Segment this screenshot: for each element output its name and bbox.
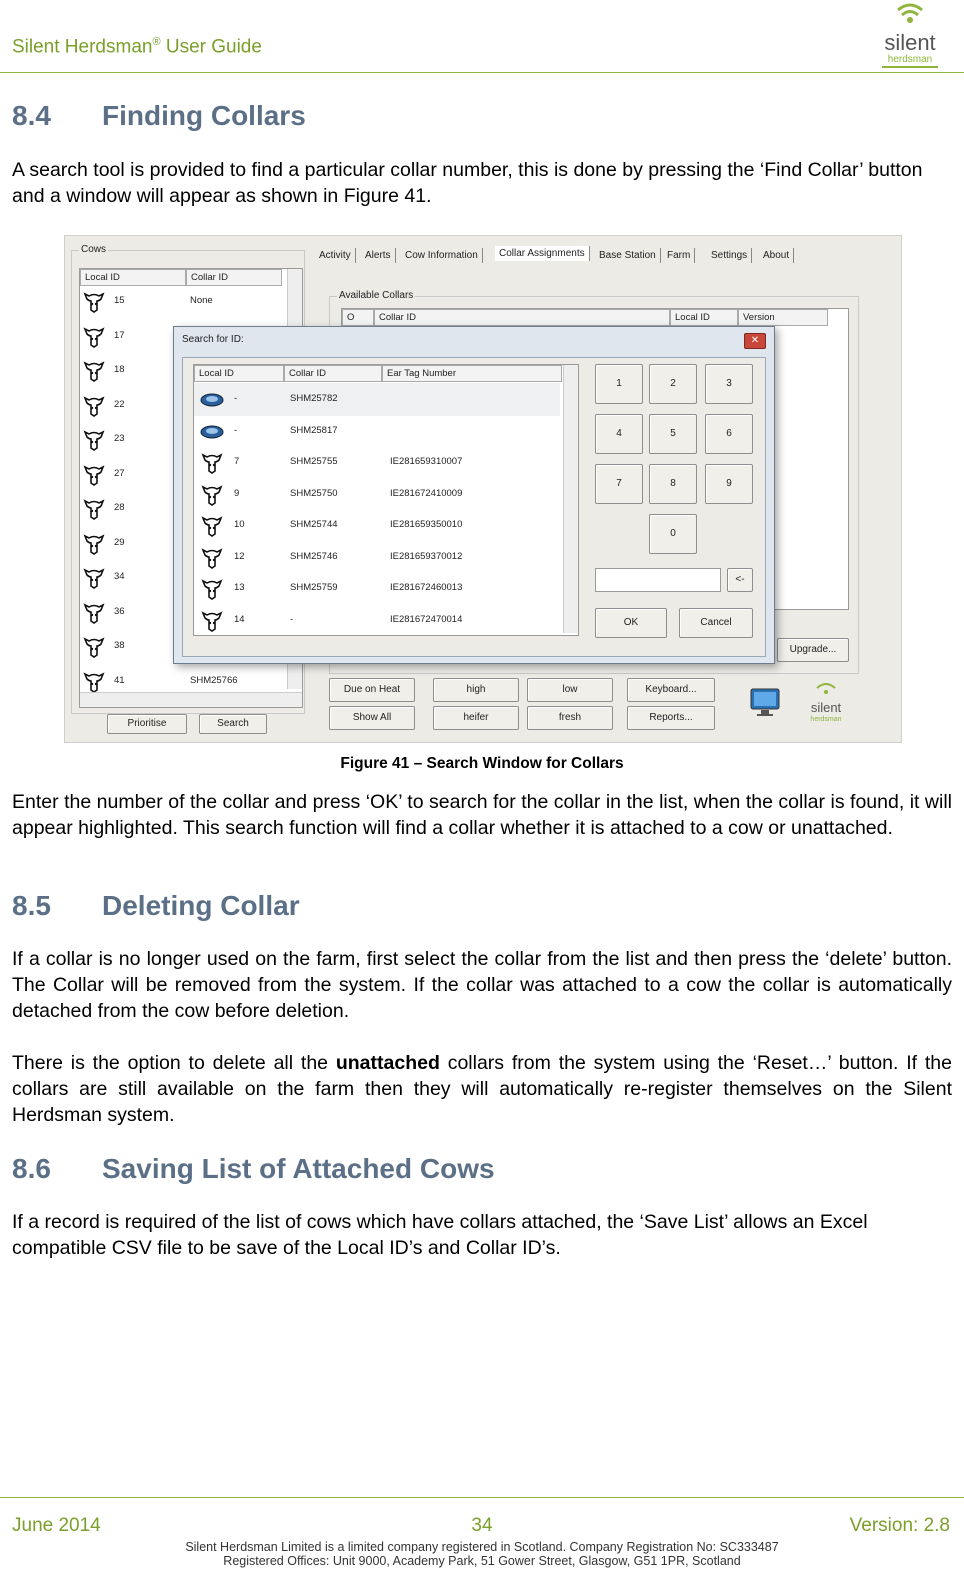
svg-text:herdsman: herdsman [887, 54, 933, 65]
tab-alerts[interactable]: Alerts [361, 248, 396, 263]
search-cell-collar: SHM25759 [290, 582, 338, 593]
search-result-row[interactable] [194, 383, 560, 416]
section-8-4-paragraph: A search tool is provided to find a particular collar number, this is done by pressing the ‘Find Collar’ button and a window will appear as shown in Figure 41. [12, 159, 923, 207]
search-cell-tag: IE281672410009 [390, 487, 463, 499]
cow-row[interactable] [82, 289, 272, 313]
section-heading-8-5: 8.5 Deleting Collar [12, 890, 300, 921]
silent-logo-icon [803, 680, 849, 726]
reports-button[interactable]: Reports... [627, 706, 715, 730]
figure-caption: Figure 41 – Search Window for Collars [340, 755, 624, 772]
cows-hscrollbar[interactable] [80, 692, 302, 707]
search-cell-collar: SHM25744 [290, 519, 338, 530]
cow-local-id: 28 [114, 502, 125, 513]
tab-settings[interactable]: Settings [707, 248, 752, 263]
available-header-collar-id[interactable]: Collar ID [374, 309, 670, 326]
tab-farm[interactable]: Farm [663, 248, 695, 263]
search-dialog-title: Search for ID: [182, 334, 244, 345]
backspace-button[interactable]: <- [727, 568, 753, 592]
search-cell-local: 10 [234, 519, 245, 530]
svg-text:herdsman: herdsman [810, 716, 842, 723]
search-cell-local: - [234, 393, 238, 404]
cows-group-label: Cows [81, 244, 107, 255]
tab-activity[interactable]: Activity [315, 248, 356, 263]
search-header-local-id[interactable]: Local ID [194, 365, 284, 382]
heifer-button[interactable]: heifer [433, 706, 519, 730]
keypad-7-button[interactable]: 7 [595, 464, 643, 504]
cow-icon [200, 576, 224, 600]
search-result-row[interactable] [194, 478, 560, 511]
search-header-ear-tag[interactable]: Ear Tag Number [382, 365, 562, 382]
keypad-8-button[interactable]: 8 [649, 464, 697, 504]
prioritise-button[interactable]: Prioritise [107, 714, 187, 734]
cow-local-id: 23 [114, 433, 125, 444]
cow-local-id: 27 [114, 467, 125, 479]
cow-collar-id: None [190, 295, 213, 306]
search-scrollbar[interactable] [563, 365, 578, 633]
monitor-icon[interactable] [749, 686, 781, 718]
cow-local-id: 15 [114, 295, 125, 306]
cow-icon [200, 482, 224, 506]
section-8-6-paragraph: If a record is required of the list of cows which have collars attached, the ‘Save List’ allows an Excel compatible CSV file to be save of the Local ID’s and Collar ID’s. [12, 1211, 868, 1259]
search-cell-local: 9 [234, 487, 240, 499]
search-cell-local: 13 [234, 582, 245, 593]
cow-local-id: 29 [114, 536, 125, 548]
cow-local-id: 34 [114, 571, 125, 582]
cow-local-id: 41 [114, 674, 125, 686]
cow-local-id: 22 [114, 398, 125, 410]
footer-page-number: 34 [471, 1515, 493, 1536]
search-cell-local: 12 [234, 550, 245, 562]
silent-herdsman-logo [870, 0, 950, 72]
search-header-collar-id[interactable]: Collar ID [284, 365, 382, 382]
keyboard-button[interactable]: Keyboard... [627, 678, 715, 702]
search-button[interactable]: Search [199, 714, 267, 734]
available-collars-label: Available Collars [339, 290, 414, 301]
search-cell-local: 14 [234, 613, 245, 625]
cow-local-id: 38 [114, 640, 125, 651]
keypad-2-button[interactable]: 2 [649, 364, 697, 404]
keypad-5-button[interactable]: 5 [649, 414, 697, 454]
footer-date: June 2014 [12, 1515, 101, 1536]
cow-local-id: 18 [114, 364, 125, 375]
search-cell-collar: SHM25746 [290, 550, 338, 562]
search-results-list[interactable] [193, 364, 579, 636]
keypad-0-button[interactable]: 0 [649, 514, 697, 554]
cow-collar-id: SHM25766 [190, 674, 238, 686]
svg-text:silent: silent [810, 700, 842, 715]
keypad-9-button[interactable]: 9 [705, 464, 753, 504]
footer-rule [0, 1497, 964, 1498]
search-result-row[interactable] [194, 604, 560, 637]
available-header-local-id[interactable]: Local ID [670, 309, 738, 326]
figure-description-paragraph: Enter the number of the collar and press ‘OK’ to search for the collar in the list, when the collar is found, it will appear highlighted. This search function will find a collar whether it is attached to a cow or unattached. [12, 791, 952, 839]
footer-company-line: Silent Herdsman Limited is a limited company registered in Scotland. Company Registration No: SC333487 [185, 1540, 779, 1554]
cow-icon [200, 545, 224, 569]
cancel-button[interactable]: Cancel [679, 608, 753, 638]
cow-row[interactable] [82, 669, 272, 693]
cow-local-id: 17 [114, 329, 125, 341]
search-dialog [173, 326, 775, 664]
search-cell-tag: IE281672470014 [390, 613, 463, 625]
keypad-1-button[interactable]: 1 [595, 364, 643, 404]
high-button[interactable]: high [433, 678, 519, 702]
search-result-row[interactable] [194, 446, 560, 479]
section-8-5-paragraph-2: There is the option to delete all the unattached collars from the system using the ‘Reset…’ button. If the collars are still available on the farm then they will automatically re-register themselves on the Silent Herdsman system. [12, 1052, 952, 1126]
tab-collar-assignments[interactable]: Collar Assignments [495, 246, 590, 261]
search-cell-local: 7 [234, 456, 240, 467]
keypad-3-button[interactable]: 3 [705, 364, 753, 404]
due-on-heat-button[interactable]: Due on Heat [329, 678, 415, 702]
cow-icon [200, 513, 224, 537]
section-8-5-paragraph: If a collar is no longer used on the farm, first select the collar from the list and then press the ‘delete’ button. The Collar will be removed from the system. If the collar was attached to a cow the collar is automatically detached from the cow before deletion. [12, 948, 952, 1022]
search-result-row[interactable] [194, 509, 560, 542]
cow-icon [200, 450, 224, 474]
cow-local-id: 36 [114, 605, 125, 617]
cow-icon [200, 608, 224, 632]
fresh-button[interactable]: fresh [527, 706, 613, 730]
available-header-o[interactable]: O [342, 309, 374, 326]
search-cell-collar: SHM25750 [290, 487, 338, 499]
collar-icon [200, 419, 224, 443]
search-cell-collar: SHM25817 [290, 424, 338, 436]
search-cell-collar: SHM25755 [290, 456, 338, 467]
keypad-4-button[interactable]: 4 [595, 414, 643, 454]
cows-header-local-id[interactable]: Local ID [80, 269, 186, 286]
header-title: Silent Herdsman® User Guide [12, 36, 262, 58]
search-cell-collar: SHM25782 [290, 393, 338, 404]
search-cell-tag: IE281659350010 [390, 519, 463, 530]
cows-header-collar-id[interactable]: Collar ID [186, 269, 282, 286]
figure-41-screenshot [64, 235, 902, 743]
search-dialog-body [182, 357, 766, 657]
search-result-row[interactable] [194, 541, 560, 574]
search-cell-local: - [234, 424, 238, 436]
search-cell-tag: IE281672460013 [390, 582, 463, 593]
footer-version: Version: 2.8 [849, 1515, 950, 1536]
search-cell-tag: IE281659370012 [390, 550, 463, 562]
section-heading-8-6: 8.6 Saving List of Attached Cows [12, 1153, 495, 1184]
header-rule [0, 72, 964, 73]
show-all-button[interactable]: Show All [329, 706, 415, 730]
close-icon[interactable]: ✕ [744, 333, 766, 349]
low-button[interactable]: low [527, 678, 613, 702]
search-id-input[interactable] [595, 568, 721, 592]
search-cell-collar: - [290, 613, 294, 625]
search-cell-tag: IE281659310007 [390, 456, 463, 467]
section-heading-8-4: 8.4 Finding Collars [12, 100, 306, 131]
upgrade-button[interactable]: Upgrade... [777, 638, 849, 662]
keypad-6-button[interactable]: 6 [705, 414, 753, 454]
tab-about[interactable]: About [759, 248, 794, 263]
available-header-version[interactable]: Version [738, 309, 828, 326]
search-result-row[interactable] [194, 572, 560, 605]
collar-icon [200, 387, 224, 411]
ok-button[interactable]: OK [595, 608, 667, 638]
search-result-row[interactable] [194, 415, 560, 448]
tab-cow-information[interactable]: Cow Information [401, 248, 483, 263]
footer-address-line: Registered Offices: Unit 9000, Academy Park, 51 Gower Street, Glasgow, G51 1PR, Scotland [223, 1554, 741, 1568]
svg-text:silent: silent [884, 30, 936, 55]
tab-base-station[interactable]: Base Station [595, 248, 661, 263]
